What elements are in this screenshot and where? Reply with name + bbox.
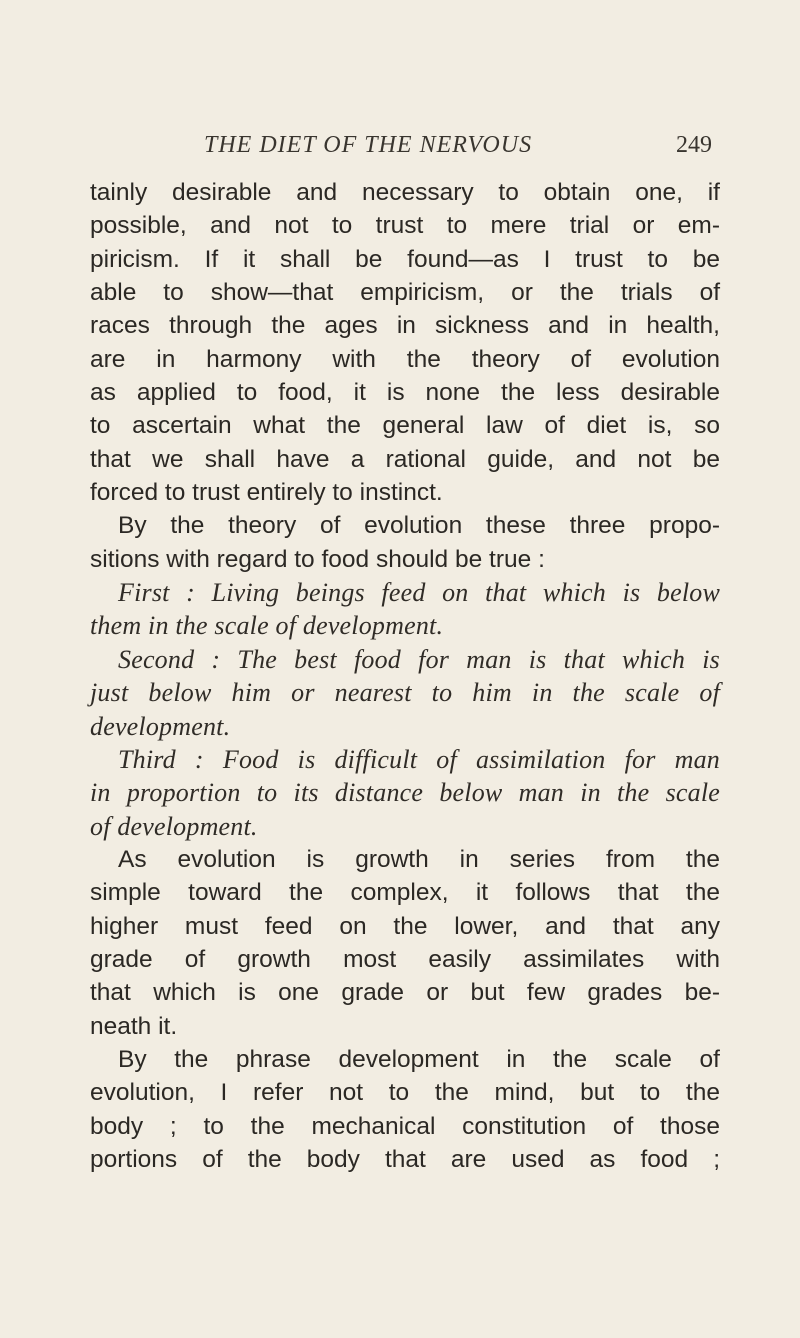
text-line: portions of the body that are used as food ; xyxy=(90,1145,720,1173)
paragraph-start: As evolution is growth in series from the xyxy=(118,845,720,873)
text-line: grade of growth most easily assimilates with xyxy=(90,945,720,973)
text-line: higher must feed on the lower, and that any xyxy=(90,912,720,940)
paragraph-start: By the phrase development in the scale of xyxy=(118,1045,720,1073)
text-line: able to show—that empiricism, or the trials of xyxy=(90,279,720,307)
proposition-second-continued: development. xyxy=(90,711,231,741)
page-number: 249 xyxy=(676,132,712,158)
text-line: evolution, I refer not to the mind, but to the xyxy=(90,1079,720,1107)
text-line: races through the ages in sickness and in health, xyxy=(90,312,720,340)
proposition-second: Second : The best food for man is that which is xyxy=(118,644,720,674)
body-text xyxy=(90,176,720,1176)
text-line: as applied to food, it is none the less desirable xyxy=(90,379,720,407)
proposition-first-continued: them in the scale of development. xyxy=(90,611,444,641)
text-line: neath it. xyxy=(90,1012,178,1040)
text-line: that which is one grade or but few grades be- xyxy=(90,979,720,1007)
text-line: tainly desirable and necessary to obtain one, if xyxy=(90,179,720,206)
text-line: that we shall have a rational guide, and not be xyxy=(90,445,720,473)
paragraph-start: By the theory of evolution these three propo- xyxy=(118,512,720,540)
proposition-second-continued: just below him or nearest to him in the scale of xyxy=(90,678,720,708)
text-line: piricism. If it shall be found—as I trust to be xyxy=(90,245,720,273)
text-line: are in harmony with the theory of evolution xyxy=(90,345,720,373)
text-line: sitions with regard to food should be true : xyxy=(90,545,545,573)
text-line: body ; to the mechanical constitution of those xyxy=(90,1112,720,1140)
text-line: simple toward the complex, it follows that the xyxy=(90,879,720,907)
proposition-third-continued: in proportion to its distance below man in the scale xyxy=(90,778,720,808)
text-line: to ascertain what the general law of diet is, so xyxy=(90,412,720,440)
proposition-first: First : Living beings feed on that which is below xyxy=(118,578,720,608)
running-head xyxy=(92,132,712,168)
text-line: possible, and not to trust to mere trial or em- xyxy=(90,212,720,240)
text-line: forced to trust entirely to instinct. xyxy=(90,479,443,507)
proposition-third: Third : Food is difficult of assimilation for man xyxy=(118,744,720,774)
proposition-third-continued: of development. xyxy=(90,811,258,841)
running-title: THE DIET OF THE NERVOUS xyxy=(204,132,533,158)
